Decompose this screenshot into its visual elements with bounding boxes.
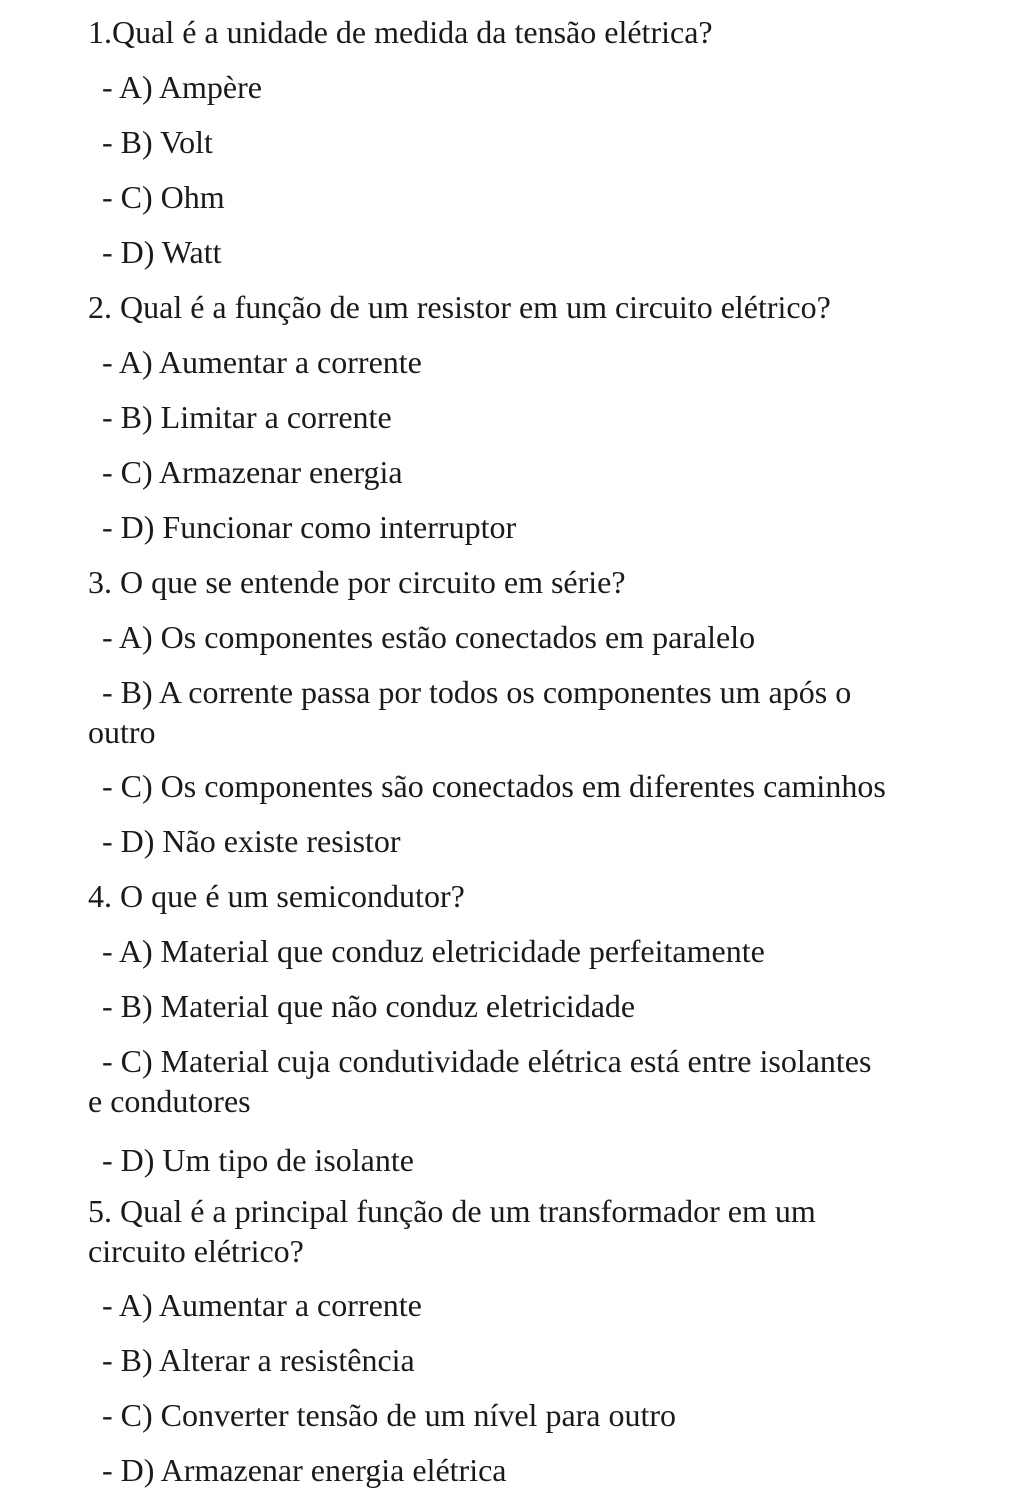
question-3-option-a: - A) Os componentes estão conectados em paralelo	[102, 619, 756, 655]
question-4-option-c: - C) Material cuja condutividade elétrica está entre isolantes	[102, 1043, 872, 1079]
question-2-text: 2. Qual é a função de um resistor em um circuito elétrico?	[88, 289, 831, 325]
question-1-text: 1.Qual é a unidade de medida da tensão elétrica?	[88, 14, 713, 50]
question-5-option-c: - C) Converter tensão de um nível para outro	[102, 1397, 677, 1433]
question-4-option-b: - B) Material que não conduz eletricidade	[102, 988, 636, 1024]
question-3-option-b-continuation: outro	[88, 714, 156, 750]
question-1-option-c: - C) Ohm	[102, 179, 225, 215]
question-5-option-a: - A) Aumentar a corrente	[102, 1287, 422, 1323]
question-3-option-b: - B) A corrente passa por todos os componentes um após o	[102, 674, 852, 710]
question-1-option-b: - B) Volt	[102, 124, 213, 160]
question-1-option-d: - D) Watt	[102, 234, 222, 270]
question-4-text: 4. O que é um semicondutor?	[88, 878, 465, 914]
question-5-text-continuation: circuito elétrico?	[88, 1233, 304, 1269]
question-5-option-b: - B) Alterar a resistência	[102, 1342, 415, 1378]
question-5-option-d: - D) Armazenar energia elétrica	[102, 1452, 507, 1488]
question-2-option-b: - B) Limitar a corrente	[102, 399, 392, 435]
question-3-option-c: - C) Os componentes são conectados em diferentes caminhos	[102, 768, 886, 804]
question-2-option-c: - C) Armazenar energia	[102, 454, 403, 490]
question-3-text: 3. O que se entende por circuito em série?	[88, 564, 626, 600]
question-4-option-d: - D) Um tipo de isolante	[102, 1142, 414, 1178]
question-2-option-a: - A) Aumentar a corrente	[102, 344, 422, 380]
question-5-text: 5. Qual é a principal função de um transformador em um	[88, 1193, 816, 1229]
question-1-option-a: - A) Ampère	[102, 69, 262, 105]
question-2-option-d: - D) Funcionar como interruptor	[102, 509, 517, 545]
question-4-option-a: - A) Material que conduz eletricidade perfeitamente	[102, 933, 765, 969]
question-4-option-c-continuation: e condutores	[88, 1083, 251, 1119]
question-3-option-d: - D) Não existe resistor	[102, 823, 401, 859]
